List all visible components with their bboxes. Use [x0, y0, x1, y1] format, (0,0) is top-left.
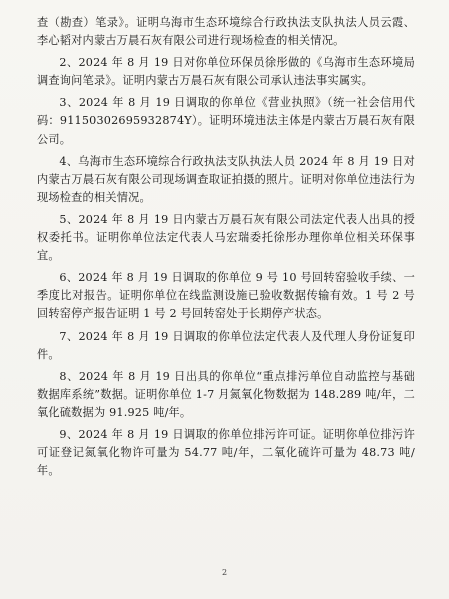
paragraph-evidence-7: 7、2024 年 8 月 19 日调取的你单位法定代表人及代理人身份证复印件。	[37, 329, 415, 361]
paragraph-evidence-6: 6、2024 年 8 月 19 日调取的你单位 9 号 10 号回转窑验收手续、一季度比对报告。证明你单位在线监测设施已验收数据传输有效。1 号 2 号回转窑停产报告证明 1 号 2 号回转窑处于长期停产状态。	[37, 271, 415, 321]
paragraph-evidence-3: 3、2024 年 8 月 19 日调取的你单位《营业执照》（统一社会信用代码：91150302695932874Y）。证明环境违法主体是内蒙古万晨石灰有限公司。	[37, 96, 415, 146]
paragraph-evidence-4: 4、乌海市生态环境综合行政执法支队执法人员 2024 年 8 月 19 日对内蒙古万晨石灰有限公司现场调查取证拍摄的照片。证明对你单位违法行为现场检查的相关情况。	[37, 154, 415, 204]
paragraph-evidence-8: 8、2024 年 8 月 19 日出具的你单位“重点排污单位自动监控与基础数据库系统”数据。证明你单位 1-7 月氮氧化物数据为 148.289 吨/年，二氧化硫数据为 91.925 吨/年。	[37, 369, 415, 419]
document-body	[37, 14, 415, 484]
paragraph-evidence-5: 5、2024 年 8 月 19 日内蒙古万晨石灰有限公司法定代表人出具的授权委托书。证明你单位法定代表人马宏瑞委托徐彤办理你单位相关环保事宜。	[37, 212, 415, 263]
paragraph-evidence-9: 9、2024 年 8 月 19 日调取的你单位排污许可证。证明你单位排污许可证登记氮氧化物许可量为 54.77 吨/年，二氧化硫许可量为 48.73 吨/年。	[37, 427, 415, 478]
page-number: 2	[221, 568, 228, 577]
paragraph-evidence-1-cont: 查（勘查）笔录》。证明乌海市生态环境综合行政执法支队执法人员云霞、李心韬对内蒙古万晨石灰有限公司进行现场检查的相关情况。	[37, 16, 415, 48]
paragraph-evidence-2: 2、2024 年 8 月 19 日对你单位环保员徐彤做的《乌海市生态环境局调查询问笔录》。证明内蒙古万晨石灰有限公司承认违法事实属实。	[37, 56, 415, 88]
